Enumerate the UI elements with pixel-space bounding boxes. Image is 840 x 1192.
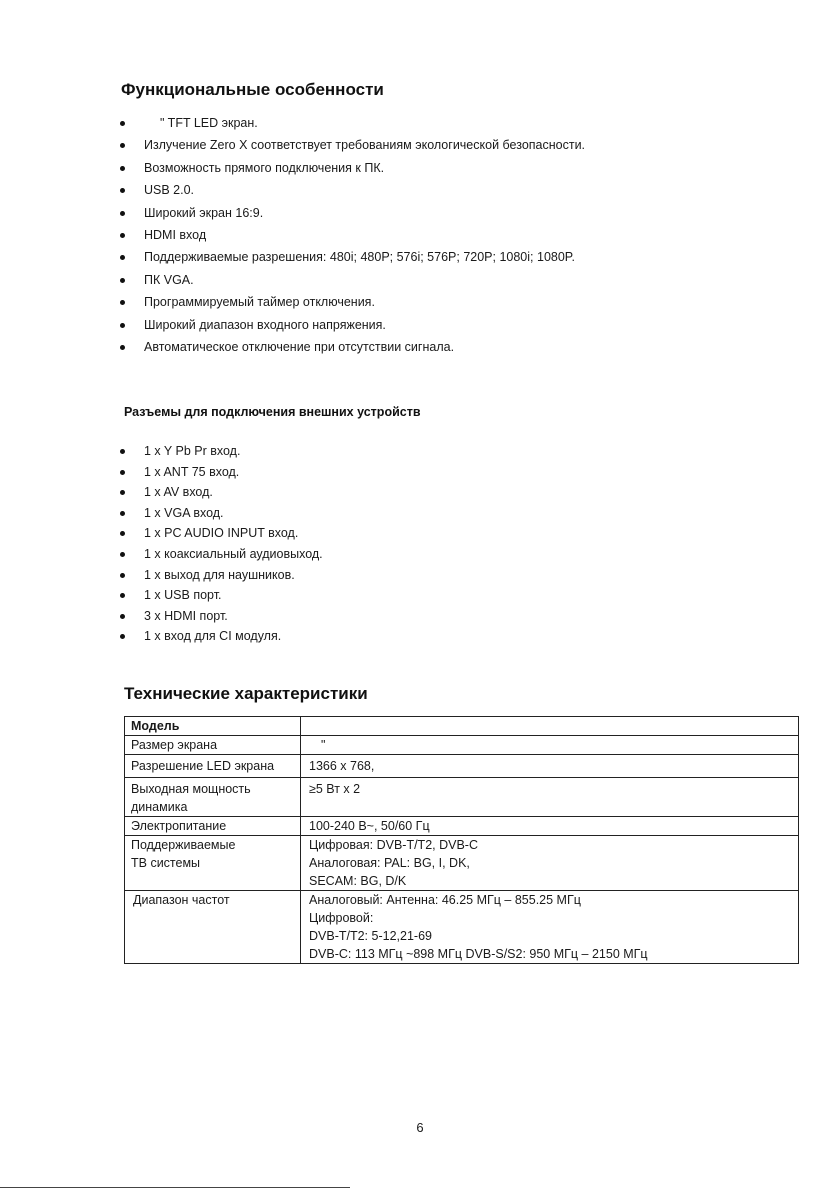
list-item: 1 x вход для CI модуля. [118,626,323,647]
list-item: 1 x ANT 75 вход. [118,462,323,483]
list-item: Автоматическое отключение при отсутствии сигнала. [118,336,585,358]
spec-label-output-power [125,778,301,817]
list-item: 3 x HDMI порт. [118,606,323,627]
list-item: " TFT LED экран. [118,112,585,134]
spec-label-line: ТВ системы [131,856,201,870]
connectors-list [118,441,323,647]
spec-value-output-power: ≥5 Вт х 2 [301,778,799,817]
spec-value-line: Цифровой: [309,911,374,925]
spec-value-line: DVB-C: 113 МГц ~898 МГц DVB-S/S2: 950 МГц – 2150 МГц [309,947,648,961]
features-heading: Функциональные особенности [121,80,384,99]
spec-value-frequency [301,891,799,964]
list-item: Излучение Zero X соответствует требованиям экологической безопасности. [118,134,585,156]
list-item: 1 x Y Pb Pr вход. [118,441,323,462]
spec-label-line: динамика [131,800,188,814]
table-row [125,817,799,836]
spec-value-tv-systems [301,836,799,891]
table-row [125,836,799,891]
spec-value-line: Аналоговый: Антенна: 46.25 МГц – 855.25 МГц [309,893,581,907]
specs-heading: Технические характеристики [124,684,368,703]
features-list [118,112,585,358]
list-item: Возможность прямого подключения к ПК. [118,157,585,179]
spec-value-model [301,717,799,736]
spec-value-line: SECAM: BG, D/K [309,874,407,888]
spec-label-frequency: Диапазон частот [125,891,301,964]
list-item: 1 x AV вход. [118,482,323,503]
table-row [125,736,799,755]
spec-label-model: Модель [125,717,301,736]
spec-value-line: Цифровая: DVB-T/T2, DVB-C [309,838,478,852]
spec-label-line: Выходная мощность [131,782,251,796]
list-item: Программируемый таймер отключения. [118,291,585,313]
spec-value-line: DVB-T/T2: 5-12,21-69 [309,929,432,943]
spec-value-screen-size: " [301,736,799,755]
specs-table [124,716,799,964]
list-item: 1 x USB порт. [118,585,323,606]
list-item: 1 x коаксиальный аудиовыход. [118,544,323,565]
connectors-heading: Разъемы для подключения внешних устройств [124,405,421,419]
spec-label-screen-size: Размер экрана [125,736,301,755]
list-item: 1 x VGA вход. [118,503,323,524]
spec-label-power-supply: Электропитание [125,817,301,836]
list-item: HDMI вход [118,224,585,246]
table-row [125,717,799,736]
spec-value-resolution: 1366 x 768, [301,755,799,778]
spec-label-tv-systems [125,836,301,891]
list-item: ПК VGA. [118,269,585,291]
spec-label-line: Поддерживаемые [131,838,236,852]
list-item: Широкий экран 16:9. [118,202,585,224]
list-item: 1 x выход для наушников. [118,565,323,586]
table-row [125,755,799,778]
list-item: 1 x PC AUDIO INPUT вход. [118,523,323,544]
table-row [125,891,799,964]
page-number: 6 [416,1120,424,1135]
list-item: Поддерживаемые разрешения: 480i; 480P; 576i; 576P; 720P; 1080i; 1080P. [118,246,585,268]
spec-label-resolution: Разрешение LED экрана [125,755,301,778]
spec-value-power-supply: 100-240 В~, 50/60 Гц [301,817,799,836]
list-item: USB 2.0. [118,179,585,201]
list-item: Широкий диапазон входного напряжения. [118,314,585,336]
footer-divider [0,1187,350,1188]
spec-value-line: Аналоговая: PAL: BG, I, DK, [309,856,470,870]
table-row [125,778,799,817]
